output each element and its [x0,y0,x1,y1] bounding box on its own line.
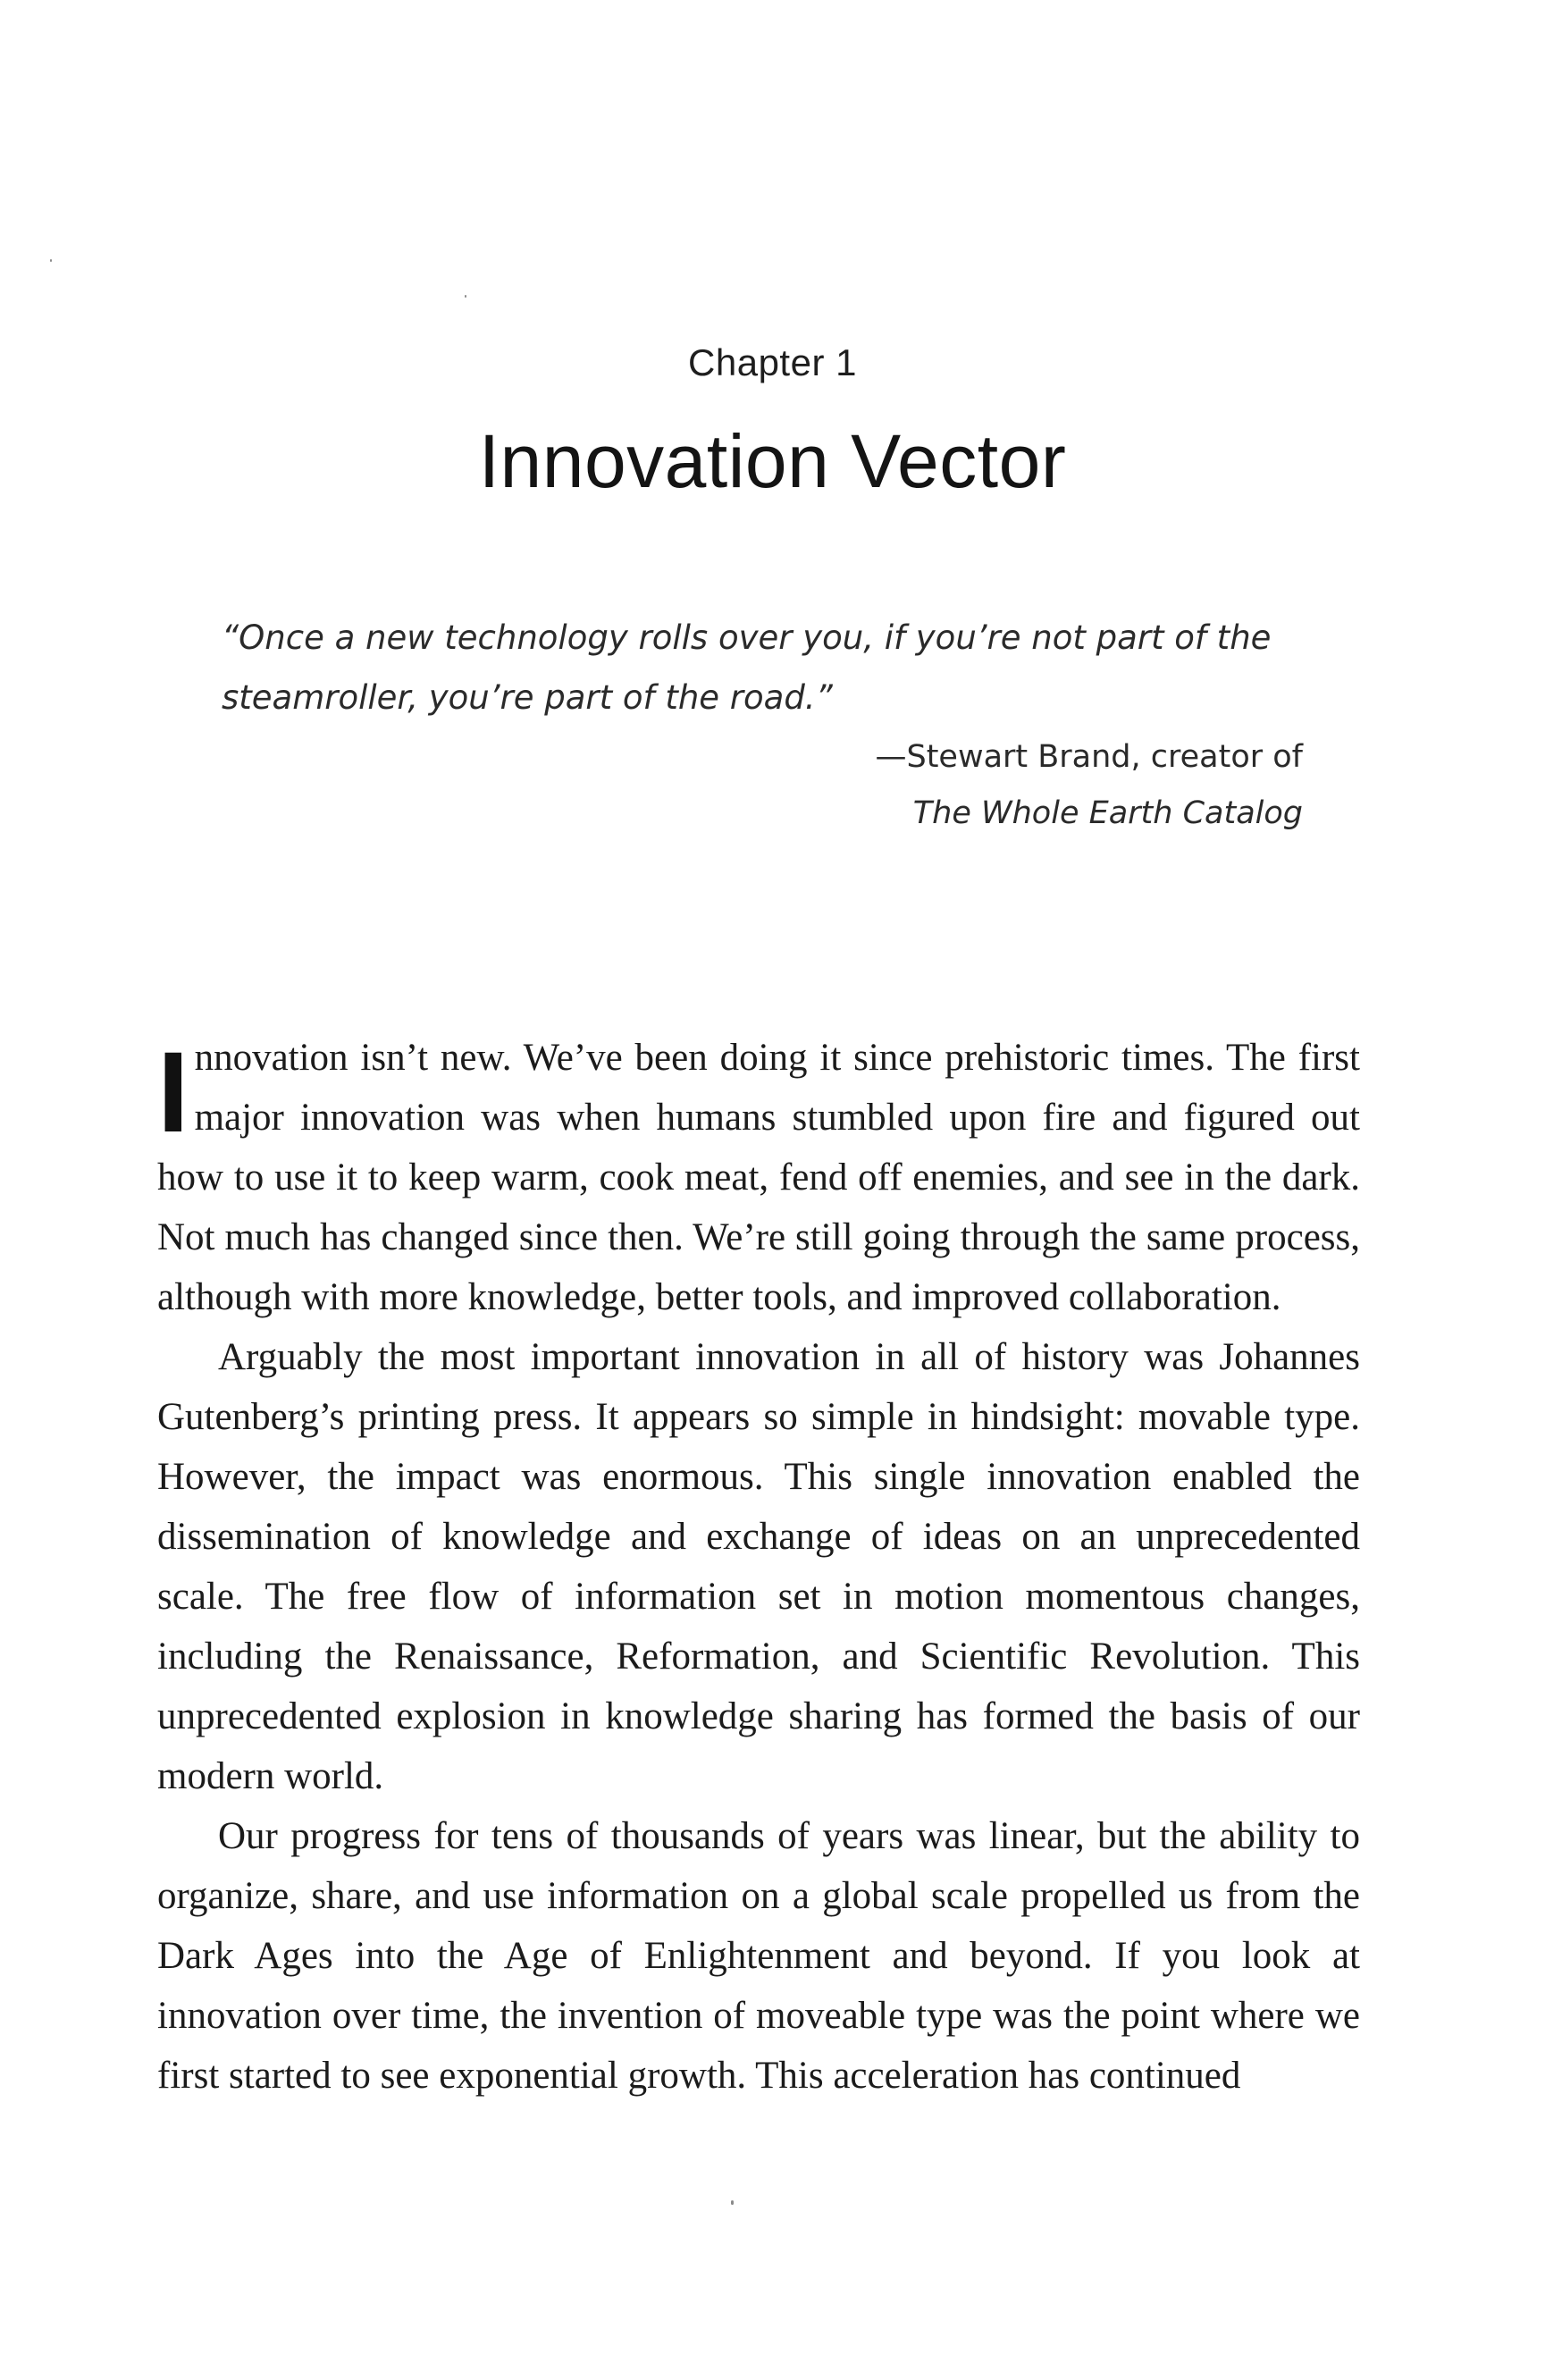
chapter-title: Innovation Vector [478,419,1067,503]
scan-speck [50,259,52,262]
chapter-label: Chapter 1 [688,341,857,383]
epigraph-quote: “Once a new technology rolls over you, if you’re not part of the steamroller, you’re part of the road.” [222,618,1272,717]
paragraph-1-text: nnovation isn’t new. We’ve been doing it since prehistoric times. The first major innovation was when humans stumbled upon fire and figured out how to use it to keep warm, cook meat, fend off enemies, and see in the dark. Not much has changed since then. We’re still going through the same process, although with more knowledge, better tools, and improved collaboration. [157,1037,1360,1318]
epigraph-attribution [222,729,1303,842]
paragraph-1 [157,1028,1360,1327]
scan-speck [731,2200,734,2205]
scan-speck [465,295,466,298]
epigraph [222,608,1303,842]
epigraph-source-title: The Whole Earth Catalog [912,795,1303,831]
epigraph-author: —Stewart Brand, creator of [875,739,1303,775]
drop-cap: I [157,1029,189,1156]
body-text [157,1028,1360,2106]
paragraph-2: Arguably the most important innovation in all of history was Johannes Gutenberg’s printing press. It appears so simple in hindsight: movable type. However, the impact was enormous. This single innovation enabled the dissemination of knowledge and exchange of ideas on an unprecedented scale. The free flow of information set in motion momentous changes, including the Renaissance, Reformation, and Scientific Revolution. This unprecedented explosion in knowledge sharing has formed the basis of our modern world. [157,1336,1360,1797]
paragraph-3: Our progress for tens of thousands of years was linear, but the ability to organize, share, and use information on a global scale propelled us from the Dark Ages into the Age of Enlightenment and beyond. If you look at innovation over time, the invention of moveable type was the point where we first started to see exponential growth. This acceleration has continued [157,1815,1360,2097]
